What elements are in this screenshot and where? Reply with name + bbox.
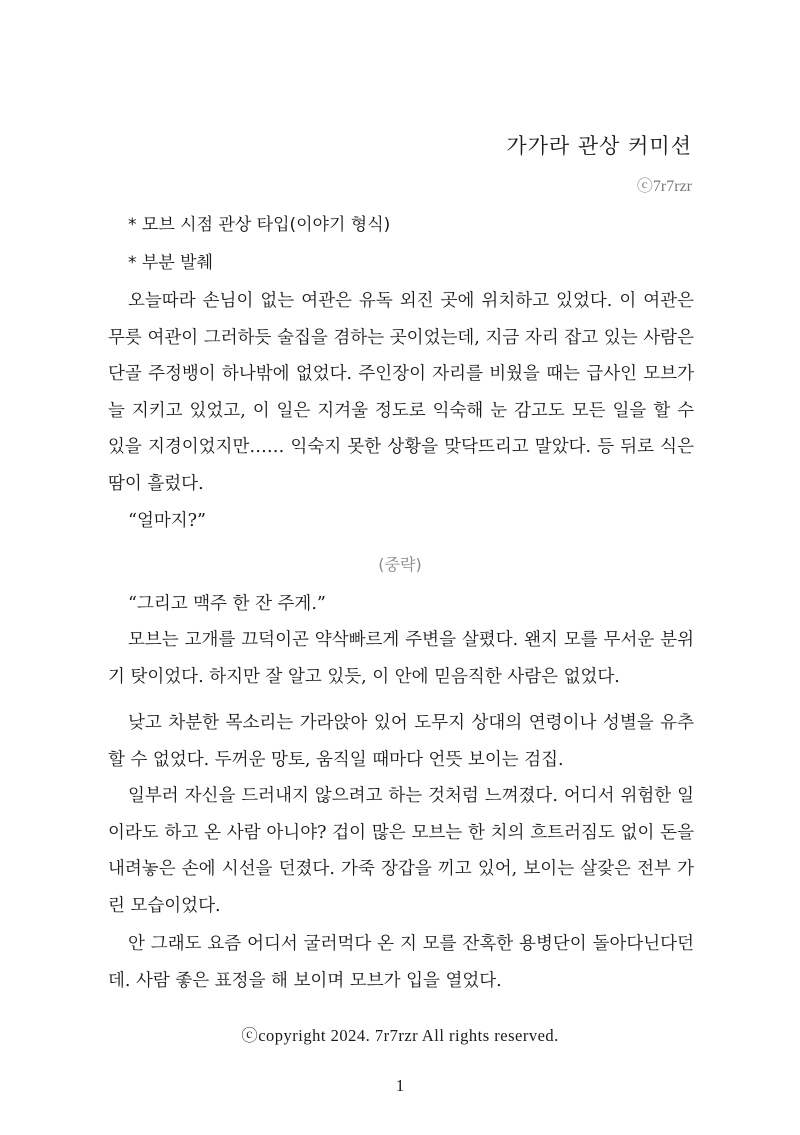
body-paragraph: 안 그래도 요즘 어디서 굴러먹다 온 지 모를 잔혹한 용병단이 돌아다닌다던데. 사람 좋은 표정을 해 보이며 모브가 입을 열었다. (108, 934, 694, 991)
body-paragraph: 모브는 고개를 끄덕이곤 약삭빠르게 주변을 살폈다. 왠지 모를 무서운 분위기 탓이었다. 하지만 잘 알고 있듯, 이 안에 믿음직한 사람은 없었다. (108, 630, 694, 687)
author-credit: ⓒ7r7rzr (636, 178, 692, 195)
body-paragraph: 일부러 자신을 드러내지 않으려고 하는 것처럼 느껴졌다. 어디서 위험한 일이라도 하고 온 사람 아니야? 겁이 많은 모브는 한 치의 흐트러짐도 없이 돈을 내려놓은 손에 시선을 던졌다. 가죽 장갑을 끼고 있어, 보이는 살갗은 전부 가린 모습이었다. (108, 786, 694, 916)
note-line: * 부분 발췌 (128, 253, 213, 273)
cut-marker: (중략) (378, 555, 422, 574)
body-paragraph: 오늘따라 손님이 없는 여관은 유독 외진 곳에 위치하고 있었다. 이 여관은 무릇 여관이 그러하듯 술집을 겸하는 곳이었는데, 지금 자리 잡고 있는 사람은 단골 주정뱅이 하나밖에 없었다. 주인장이 자리를 비웠을 때는 급사인 모브가 늘 지키고 있었고, 이 일은 지겨울 정도로 익숙해 눈 감고도 모든 일을 할 수 있을 지경이었지만…… 익숙지 못한 상황을 맞닥뜨리고 말았다. 등 뒤로 식은땀이 흘렀다. (108, 291, 694, 494)
body-paragraph: “얼마지?” (128, 511, 206, 531)
page-number: 1 (395, 1076, 405, 1095)
body-paragraph: “그리고 맥주 한 잔 주게.” (128, 594, 326, 614)
document-title: 가가라 관상 커미션 (506, 134, 692, 158)
copyright-notice: ⓒcopyright 2024. 7r7rzr All rights reserved. (241, 1026, 559, 1045)
body-paragraph: 낮고 차분한 목소리는 가라앉아 있어 도무지 상대의 연령이나 성별을 유추할 수 없었다. 두꺼운 망토, 움직일 때마다 언뜻 보이는 검집. (108, 713, 694, 770)
note-line: * 모브 시점 관상 타입(이야기 형식) (128, 215, 391, 235)
